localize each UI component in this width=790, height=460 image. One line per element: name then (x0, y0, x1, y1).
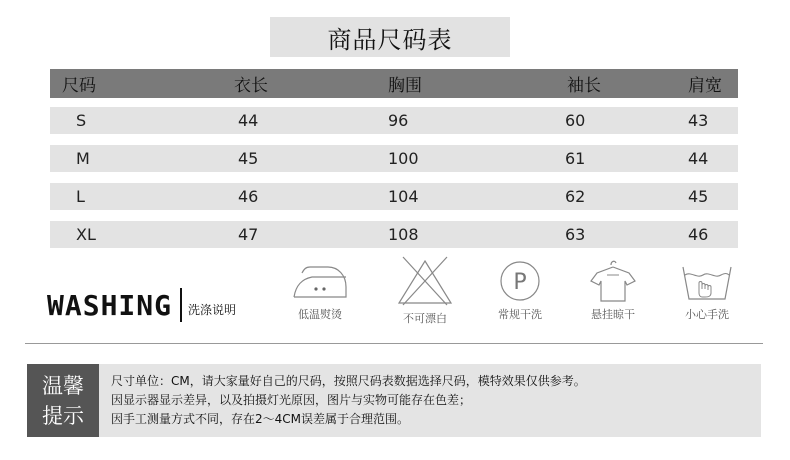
size-table (50, 69, 738, 259)
svg-text:P: P (513, 270, 527, 295)
care-label-iron: 低温熨烫 (298, 308, 342, 321)
cell-chest: 100 (388, 149, 419, 168)
table-row (50, 107, 738, 134)
care-item-handwash (672, 255, 742, 322)
care-label-dryclean: 常规干洗 (498, 308, 542, 321)
care-item-hang (578, 255, 648, 322)
cell-length: 45 (238, 149, 259, 168)
tip-line: 因手工测量方式不同，存在2～4CM误差属于合理范围。 (111, 412, 410, 426)
cell-chest: 104 (388, 187, 419, 206)
no-bleach-icon (393, 255, 457, 307)
cell-chest: 96 (388, 111, 409, 130)
section-divider (25, 343, 763, 344)
washing-title: WASHING (47, 289, 173, 322)
table-row (50, 221, 738, 248)
header-chest: 胸围 (388, 76, 422, 96)
cell-size: M (76, 149, 90, 168)
header-shoulder: 肩宽 (688, 76, 722, 96)
dry-clean-p-icon (488, 255, 552, 303)
table-row (50, 183, 738, 210)
tip-line: 尺寸单位：CM，请大家量好自己的尺码，按照尺码表数据选择尺码，模特效果仅供参考。 (111, 374, 586, 388)
care-item-dryclean (485, 255, 555, 322)
page-title: 商品尺码表 (270, 17, 510, 57)
tip-line: 因显示器显示差异，以及拍摄灯光原因，图片与实物可能存在色差； (111, 393, 472, 407)
hand-wash-icon (675, 255, 739, 303)
washing-subtitle: 洗涤说明 (188, 303, 237, 317)
tips-heading-line1: 温馨 (42, 373, 84, 398)
cell-sleeve: 62 (565, 187, 586, 206)
cell-shoulder: 44 (688, 149, 709, 168)
washing-heading (47, 288, 236, 322)
cell-size: L (76, 187, 85, 206)
cell-shoulder: 46 (688, 225, 709, 244)
cell-size: XL (76, 225, 96, 244)
header-length: 衣长 (234, 76, 268, 96)
tips-heading (27, 364, 99, 437)
header-sleeve: 袖长 (567, 76, 601, 96)
iron-low-icon (288, 255, 352, 303)
care-label-bleach: 不可漂白 (403, 312, 447, 325)
cell-shoulder: 45 (688, 187, 709, 206)
cell-length: 44 (238, 111, 259, 130)
care-item-iron (285, 255, 355, 322)
cell-length: 47 (238, 225, 259, 244)
header-size: 尺码 (62, 76, 96, 96)
table-header-row (50, 69, 738, 98)
care-label-handwash: 小心手洗 (685, 308, 729, 321)
cell-sleeve: 63 (565, 225, 586, 244)
washing-divider (180, 288, 182, 322)
care-label-hang: 悬挂晾干 (591, 308, 635, 321)
tips-heading-line2: 提示 (42, 403, 84, 428)
cell-shoulder: 43 (688, 111, 709, 130)
cell-chest: 108 (388, 225, 419, 244)
cell-length: 46 (238, 187, 259, 206)
cell-size: S (76, 111, 87, 130)
tips-content (99, 364, 761, 437)
cell-sleeve: 60 (565, 111, 586, 130)
cell-sleeve: 61 (565, 149, 586, 168)
table-row (50, 145, 738, 172)
care-item-bleach (390, 255, 460, 326)
hang-dry-icon (581, 255, 645, 303)
